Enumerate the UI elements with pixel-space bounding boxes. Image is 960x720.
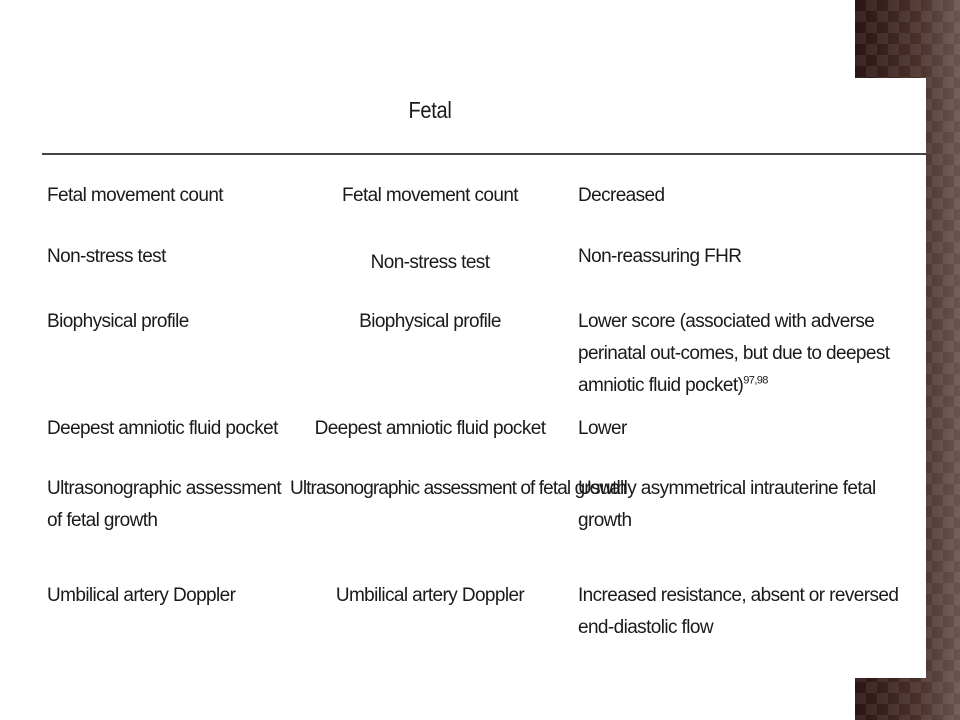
finding: Lower [578,418,627,439]
finding: Decreased [578,185,665,206]
test-name-repeat: Deepest amniotic fluid pocket [314,418,546,439]
test-name-repeat: Ultrasonographic assessment of fetal growth [290,478,627,499]
finding [578,306,923,402]
test-name-repeat: Umbilical artery Doppler [335,585,525,606]
finding: Usually asymmetrical intrauterine fetal growth [578,478,876,531]
finding-text: Lower score (associated with adverse perinatal out-comes, but due to deepest amniotic fluid pocket) [578,311,890,396]
test-name: Deepest amniotic fluid pocket [47,418,278,439]
test-name-repeat: Fetal movement count [342,185,518,206]
finding: Increased resistance, absent or reversed end-diastolic flow [578,585,899,638]
header-rule [42,153,926,155]
test-name-repeat: Biophysical profile [359,311,501,332]
slide-top-area [0,0,855,78]
finding: Non-reassuring FHR [578,246,742,267]
test-name: Non-stress test [47,246,166,267]
reference-superscript: 97,98 [743,374,768,387]
test-name-repeat: Non-stress test [370,252,490,273]
test-name: Umbilical artery Doppler [47,585,236,606]
test-name: Fetal movement count [47,185,223,206]
test-name: Biophysical profile [47,311,189,332]
test-name: Ultrasonographic assessment of fetal growth [47,478,282,531]
table-title: Fetal [408,98,452,124]
